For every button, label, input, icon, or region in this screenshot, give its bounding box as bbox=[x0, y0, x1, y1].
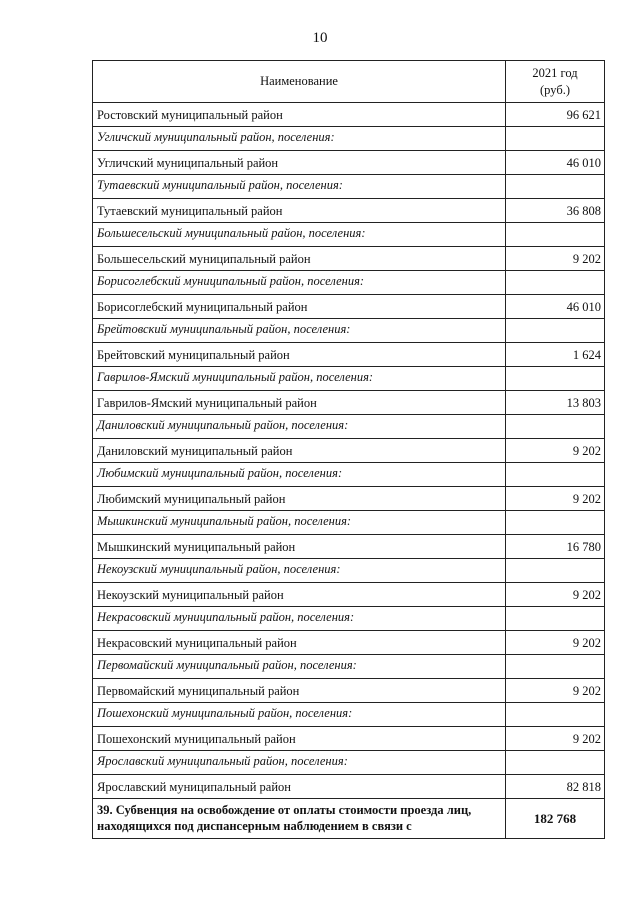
subheading-row bbox=[93, 559, 605, 583]
column-header-unit: (руб.) bbox=[540, 82, 570, 97]
subheading-label: Брейтовский муниципальный район, поселения: bbox=[93, 319, 506, 343]
district-row bbox=[93, 727, 605, 751]
subvention-title-line-2: находящихся под диспансерным наблюдением в связи с bbox=[97, 818, 412, 833]
column-header-name: Наименование bbox=[93, 61, 506, 103]
amount-cell: 46 010 bbox=[506, 295, 605, 319]
subheading-row bbox=[93, 223, 605, 247]
district-row bbox=[93, 295, 605, 319]
subheading-label: Первомайский муниципальный район, поселения: bbox=[93, 655, 506, 679]
district-row bbox=[93, 247, 605, 271]
amount-cell: 9 202 bbox=[506, 679, 605, 703]
subvention-table bbox=[92, 60, 605, 839]
subheading-row bbox=[93, 751, 605, 775]
subheading-row bbox=[93, 319, 605, 343]
district-row bbox=[93, 487, 605, 511]
subheading-row bbox=[93, 511, 605, 535]
amount-cell bbox=[506, 415, 605, 439]
subheading-row bbox=[93, 367, 605, 391]
amount-cell: 9 202 bbox=[506, 439, 605, 463]
subvention-title bbox=[93, 799, 506, 839]
amount-cell: 9 202 bbox=[506, 727, 605, 751]
district-name: Большесельский муниципальный район bbox=[93, 247, 506, 271]
page-number: 10 bbox=[312, 30, 328, 46]
district-name: Даниловский муниципальный район bbox=[93, 439, 506, 463]
district-name: Ростовский муниципальный район bbox=[93, 103, 506, 127]
amount-cell: 96 621 bbox=[506, 103, 605, 127]
district-name: Брейтовский муниципальный район bbox=[93, 343, 506, 367]
district-name: Первомайский муниципальный район bbox=[93, 679, 506, 703]
subvention-title-line-1: 39. Субвенция на освобождение от оплаты стоимости проезда лиц, bbox=[97, 802, 472, 817]
subheading-label: Некрасовский муниципальный район, поселения: bbox=[93, 607, 506, 631]
district-row bbox=[93, 343, 605, 367]
district-row bbox=[93, 631, 605, 655]
district-name: Любимский муниципальный район bbox=[93, 487, 506, 511]
amount-cell: 9 202 bbox=[506, 583, 605, 607]
amount-cell bbox=[506, 127, 605, 151]
district-name: Угличский муниципальный район bbox=[93, 151, 506, 175]
column-header-value bbox=[506, 61, 605, 103]
amount-cell bbox=[506, 655, 605, 679]
subheading-row bbox=[93, 463, 605, 487]
district-row bbox=[93, 775, 605, 799]
amount-cell: 46 010 bbox=[506, 151, 605, 175]
subheading-label: Большесельский муниципальный район, поселения: bbox=[93, 223, 506, 247]
subvention-total-value: 182 768 bbox=[506, 799, 605, 839]
amount-cell: 82 818 bbox=[506, 775, 605, 799]
subheading-row bbox=[93, 271, 605, 295]
amount-cell bbox=[506, 607, 605, 631]
subheading-label: Гаврилов-Ямский муниципальный район, поселения: bbox=[93, 367, 506, 391]
amount-cell: 1 624 bbox=[506, 343, 605, 367]
subheading-label: Угличский муниципальный район, поселения: bbox=[93, 127, 506, 151]
district-row bbox=[93, 151, 605, 175]
district-name: Некоузский муниципальный район bbox=[93, 583, 506, 607]
district-name: Некрасовский муниципальный район bbox=[93, 631, 506, 655]
district-row bbox=[93, 583, 605, 607]
amount-cell bbox=[506, 463, 605, 487]
subheading-label: Пошехонский муниципальный район, поселения: bbox=[93, 703, 506, 727]
subheading-label: Тутаевский муниципальный район, поселения: bbox=[93, 175, 506, 199]
amount-cell: 36 808 bbox=[506, 199, 605, 223]
district-row bbox=[93, 391, 605, 415]
subheading-row bbox=[93, 175, 605, 199]
amount-cell: 9 202 bbox=[506, 631, 605, 655]
amount-cell: 16 780 bbox=[506, 535, 605, 559]
subvention-total-row bbox=[93, 799, 605, 839]
amount-cell bbox=[506, 511, 605, 535]
amount-cell bbox=[506, 319, 605, 343]
subheading-label: Некоузский муниципальный район, поселения: bbox=[93, 559, 506, 583]
amount-cell bbox=[506, 223, 605, 247]
amount-cell: 9 202 bbox=[506, 247, 605, 271]
district-row bbox=[93, 679, 605, 703]
subheading-row bbox=[93, 703, 605, 727]
subheading-label: Любимский муниципальный район, поселения: bbox=[93, 463, 506, 487]
subheading-row bbox=[93, 655, 605, 679]
district-row bbox=[93, 439, 605, 463]
amount-cell bbox=[506, 751, 605, 775]
subheading-row bbox=[93, 127, 605, 151]
district-name: Борисоглебский муниципальный район bbox=[93, 295, 506, 319]
district-name: Ярославский муниципальный район bbox=[93, 775, 506, 799]
amount-cell bbox=[506, 559, 605, 583]
subheading-row bbox=[93, 607, 605, 631]
column-header-year: 2021 год bbox=[532, 65, 578, 80]
amount-cell bbox=[506, 175, 605, 199]
amount-cell bbox=[506, 703, 605, 727]
district-name: Гаврилов-Ямский муниципальный район bbox=[93, 391, 506, 415]
amount-cell bbox=[506, 271, 605, 295]
subheading-label: Борисоглебский муниципальный район, поселения: bbox=[93, 271, 506, 295]
district-row bbox=[93, 103, 605, 127]
district-row bbox=[93, 199, 605, 223]
subheading-label: Даниловский муниципальный район, поселения: bbox=[93, 415, 506, 439]
district-row bbox=[93, 535, 605, 559]
table-body bbox=[93, 103, 605, 799]
subheading-label: Ярославский муниципальный район, поселения: bbox=[93, 751, 506, 775]
table-header-row bbox=[93, 61, 605, 103]
amount-cell bbox=[506, 367, 605, 391]
district-name: Пошехонский муниципальный район bbox=[93, 727, 506, 751]
amount-cell: 13 803 bbox=[506, 391, 605, 415]
subheading-row bbox=[93, 415, 605, 439]
district-name: Тутаевский муниципальный район bbox=[93, 199, 506, 223]
district-name: Мышкинский муниципальный район bbox=[93, 535, 506, 559]
amount-cell: 9 202 bbox=[506, 487, 605, 511]
subheading-label: Мышкинский муниципальный район, поселения: bbox=[93, 511, 506, 535]
